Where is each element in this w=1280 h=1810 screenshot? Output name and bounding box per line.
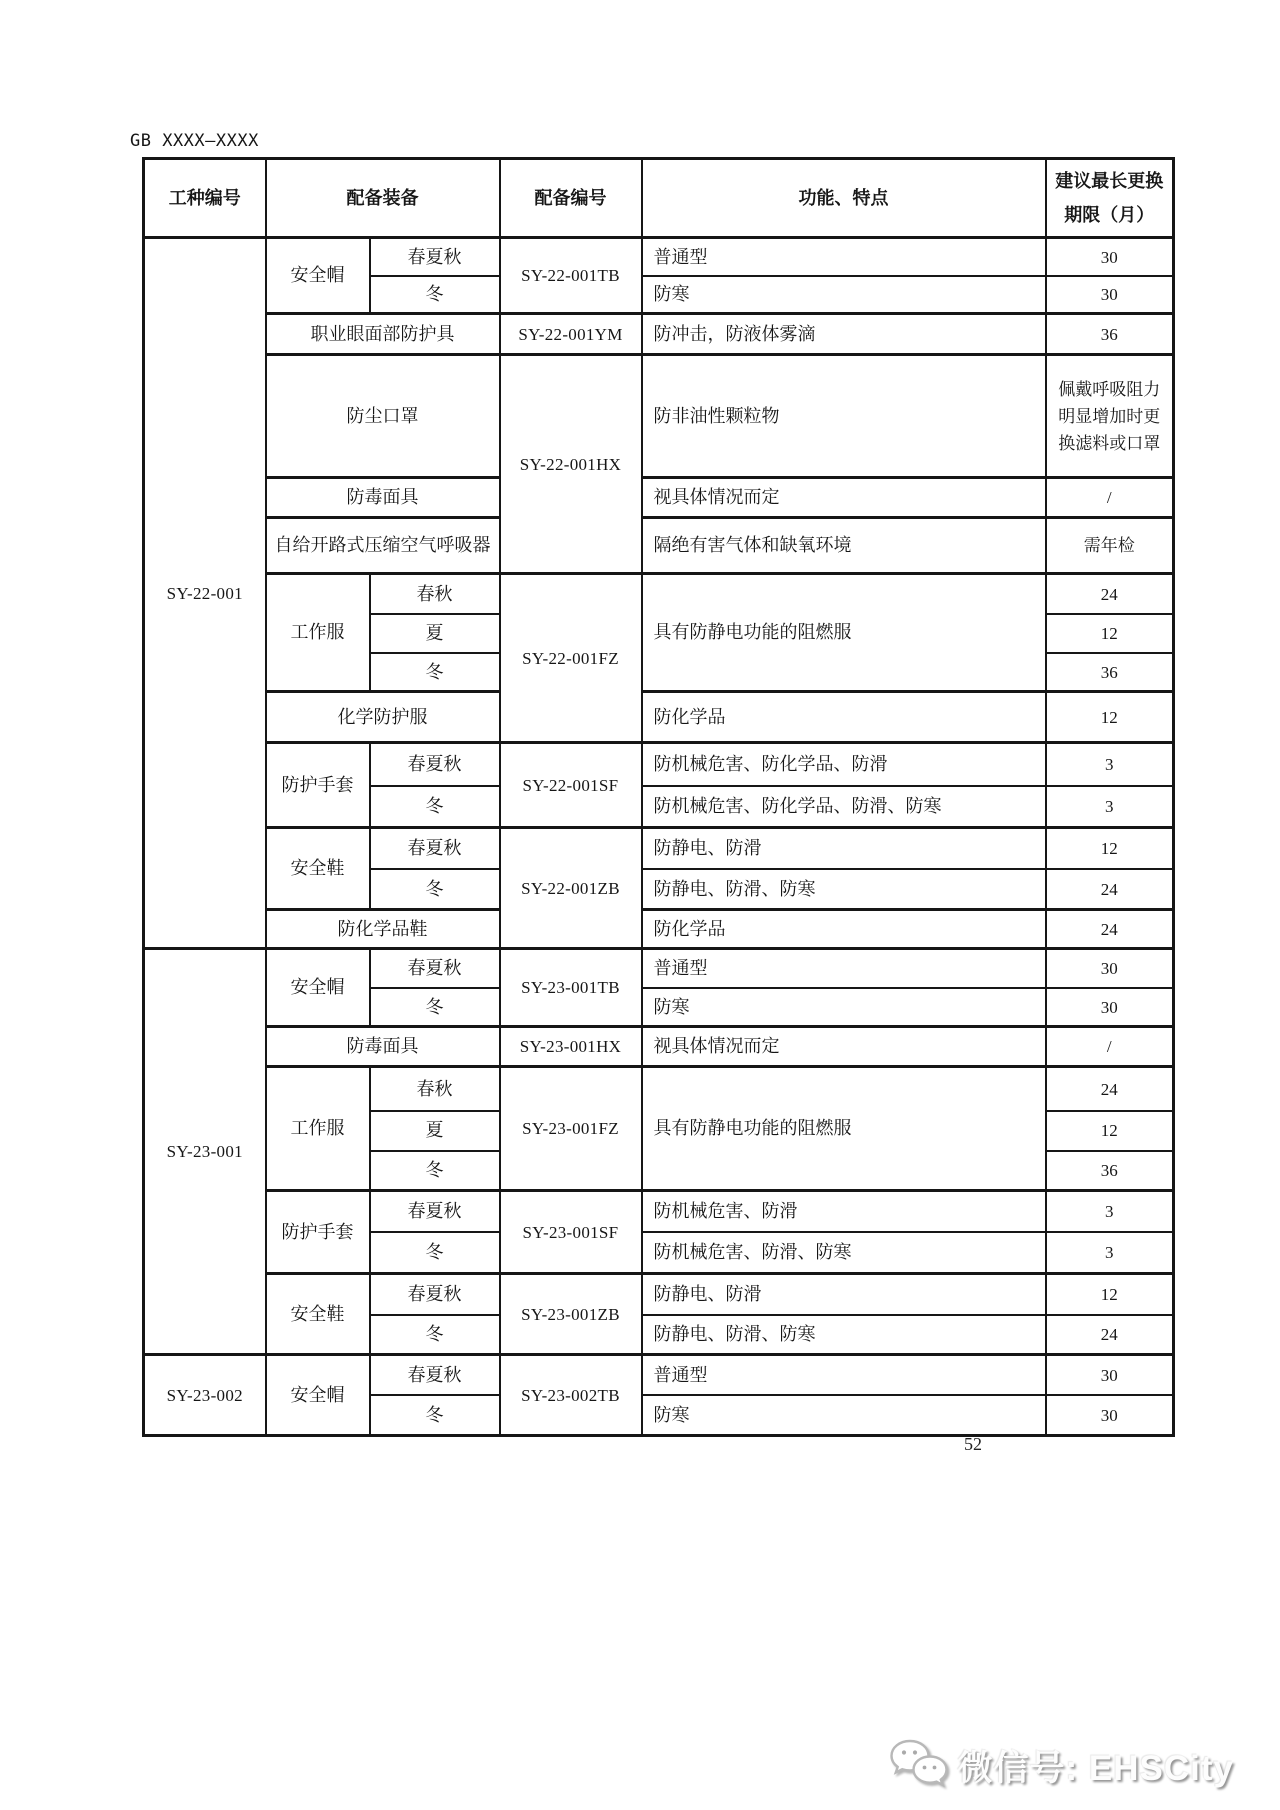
period-cell: 12	[1046, 828, 1174, 869]
equipment-cell: 安全帽	[266, 238, 370, 314]
period-cell: 30	[1046, 988, 1174, 1027]
gear-code-cell: SY-22-001FZ	[500, 574, 642, 743]
equipment-cell: 安全鞋	[266, 1274, 370, 1355]
season-cell: 冬	[370, 1232, 500, 1274]
period-cell: 3	[1046, 743, 1174, 786]
feature-cell: 防寒	[642, 1395, 1046, 1436]
season-cell: 冬	[370, 869, 500, 910]
season-cell: 冬	[370, 1151, 500, 1191]
season-cell: 春夏秋	[370, 949, 500, 988]
season-cell: 春秋	[370, 1067, 500, 1111]
gear-code-cell: SY-23-001ZB	[500, 1274, 642, 1355]
header-row	[144, 159, 1174, 238]
equipment-cell: 防毒面具	[266, 478, 500, 518]
table-row	[144, 743, 1174, 786]
period-cell: 24	[1046, 869, 1174, 910]
feature-cell: 防寒	[642, 988, 1046, 1027]
column-header-equipment: 配备装备	[266, 159, 500, 238]
gear-code-cell: SY-23-002TB	[500, 1355, 642, 1436]
table-row	[144, 692, 1174, 743]
table-row	[144, 238, 1174, 276]
feature-cell: 隔绝有害气体和缺氧环境	[642, 518, 1046, 574]
equipment-cell: 工作服	[266, 1067, 370, 1191]
feature-cell: 具有防静电功能的阻燃服	[642, 574, 1046, 692]
job-code-cell: SY-22-001	[144, 238, 266, 949]
table-row	[144, 478, 1174, 518]
period-cell: 36	[1046, 314, 1174, 355]
period-cell: 24	[1046, 1315, 1174, 1355]
gear-code-cell: SY-22-001SF	[500, 743, 642, 828]
season-cell: 冬	[370, 786, 500, 828]
season-cell: 春夏秋	[370, 828, 500, 869]
equipment-cell: 防尘口罩	[266, 355, 500, 478]
feature-cell: 防非油性颗粒物	[642, 355, 1046, 478]
season-cell: 冬	[370, 1395, 500, 1436]
column-header-period: 建议最长更换期限（月）	[1046, 159, 1174, 238]
ppe-table	[142, 157, 1175, 1437]
season-cell: 春夏秋	[370, 238, 500, 276]
period-cell: 30	[1046, 1395, 1174, 1436]
equipment-cell: 防化学品鞋	[266, 910, 500, 949]
feature-cell: 普通型	[642, 1355, 1046, 1395]
equipment-cell: 职业眼面部防护具	[266, 314, 500, 355]
table-row	[144, 1027, 1174, 1067]
period-cell: 30	[1046, 238, 1174, 276]
feature-cell: 防机械危害、防滑、防寒	[642, 1232, 1046, 1274]
gear-code-cell: SY-23-001TB	[500, 949, 642, 1027]
period-cell: 30	[1046, 1355, 1174, 1395]
season-cell: 春夏秋	[370, 1355, 500, 1395]
feature-cell: 具有防静电功能的阻燃服	[642, 1067, 1046, 1191]
period-cell: 3	[1046, 786, 1174, 828]
gear-code-cell: SY-22-001YM	[500, 314, 642, 355]
doc-code: GB XXXX—XXXX	[130, 131, 259, 151]
feature-cell: 防静电、防滑、防寒	[642, 1315, 1046, 1355]
table-row	[144, 518, 1174, 574]
gear-code-cell: SY-23-001FZ	[500, 1067, 642, 1191]
period-cell: 佩戴呼吸阻力明显增加时更换滤料或口罩	[1046, 355, 1174, 478]
table-row	[144, 828, 1174, 869]
period-cell: 24	[1046, 910, 1174, 949]
period-cell: 36	[1046, 653, 1174, 692]
period-cell: /	[1046, 478, 1174, 518]
period-cell: 36	[1046, 1151, 1174, 1191]
equipment-cell: 工作服	[266, 574, 370, 692]
column-header-job-code: 工种编号	[144, 159, 266, 238]
feature-cell: 视具体情况而定	[642, 1027, 1046, 1067]
table-row	[144, 1191, 1174, 1232]
equipment-cell: 防毒面具	[266, 1027, 500, 1067]
season-cell: 春夏秋	[370, 1274, 500, 1315]
equipment-cell: 防护手套	[266, 743, 370, 828]
feature-cell: 防机械危害、防滑	[642, 1191, 1046, 1232]
period-cell: 24	[1046, 1067, 1174, 1111]
equipment-cell: 安全帽	[266, 1355, 370, 1436]
period-cell: 3	[1046, 1232, 1174, 1274]
season-cell: 春秋	[370, 574, 500, 614]
job-code-cell: SY-23-001	[144, 949, 266, 1355]
period-cell: 12	[1046, 1274, 1174, 1315]
table-row	[144, 355, 1174, 478]
wechat-watermark	[888, 1738, 1234, 1794]
season-cell: 冬	[370, 1315, 500, 1355]
gear-code-cell: SY-22-001ZB	[500, 828, 642, 949]
feature-cell: 防寒	[642, 276, 1046, 314]
gear-code-cell: SY-22-001HX	[500, 355, 642, 574]
period-cell: /	[1046, 1027, 1174, 1067]
feature-cell: 防机械危害、防化学品、防滑	[642, 743, 1046, 786]
equipment-cell: 自给开路式压缩空气呼吸器	[266, 518, 500, 574]
period-cell: 需年检	[1046, 518, 1174, 574]
feature-cell: 防静电、防滑	[642, 828, 1046, 869]
equipment-cell: 安全鞋	[266, 828, 370, 910]
feature-cell: 防化学品	[642, 910, 1046, 949]
period-cell: 3	[1046, 1191, 1174, 1232]
gear-code-cell: SY-23-001SF	[500, 1191, 642, 1274]
table-row	[144, 1067, 1174, 1111]
season-cell: 冬	[370, 653, 500, 692]
table-row	[144, 1274, 1174, 1315]
season-cell: 夏	[370, 614, 500, 653]
job-code-cell: SY-23-002	[144, 1355, 266, 1436]
feature-cell: 视具体情况而定	[642, 478, 1046, 518]
equipment-cell: 安全帽	[266, 949, 370, 1027]
period-cell: 30	[1046, 949, 1174, 988]
feature-cell: 防化学品	[642, 692, 1046, 743]
column-header-features: 功能、特点	[642, 159, 1046, 238]
period-cell: 12	[1046, 1111, 1174, 1151]
table-row	[144, 910, 1174, 949]
table-row	[144, 949, 1174, 988]
season-cell: 春夏秋	[370, 1191, 500, 1232]
equipment-cell: 化学防护服	[266, 692, 500, 743]
period-cell: 24	[1046, 574, 1174, 614]
gear-code-cell: SY-23-001HX	[500, 1027, 642, 1067]
feature-cell: 普通型	[642, 238, 1046, 276]
gear-code-cell: SY-22-001TB	[500, 238, 642, 314]
season-cell: 春夏秋	[370, 743, 500, 786]
feature-cell: 防静电、防滑、防寒	[642, 869, 1046, 910]
period-cell: 30	[1046, 276, 1174, 314]
period-cell: 12	[1046, 614, 1174, 653]
season-cell: 夏	[370, 1111, 500, 1151]
wechat-label: 微信号: EHSCity	[957, 1749, 1234, 1788]
table-row	[144, 1355, 1174, 1395]
feature-cell: 防冲击，防液体雾滴	[642, 314, 1046, 355]
feature-cell: 防静电、防滑	[642, 1274, 1046, 1315]
feature-cell: 普通型	[642, 949, 1046, 988]
wechat-icon	[888, 1738, 950, 1794]
column-header-gear-code: 配备编号	[500, 159, 642, 238]
table-row	[144, 574, 1174, 614]
season-cell: 冬	[370, 276, 500, 314]
page-number: 52	[964, 1434, 982, 1454]
season-cell: 冬	[370, 988, 500, 1027]
feature-cell: 防机械危害、防化学品、防滑、防寒	[642, 786, 1046, 828]
equipment-cell: 防护手套	[266, 1191, 370, 1274]
table-row	[144, 314, 1174, 355]
period-cell: 12	[1046, 692, 1174, 743]
